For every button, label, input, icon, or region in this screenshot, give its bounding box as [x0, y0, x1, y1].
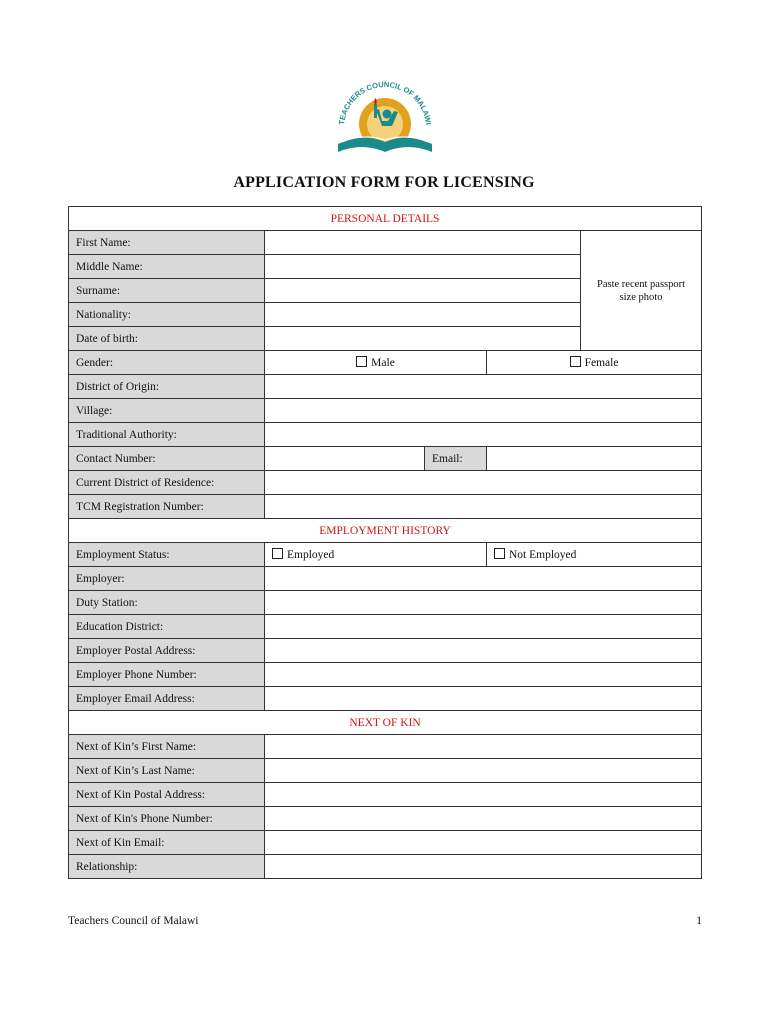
- current-district-field[interactable]: [265, 471, 702, 495]
- label-kin-email: Next of Kin Email:: [69, 831, 265, 855]
- footer-org: Teachers Council of Malawi: [68, 915, 199, 927]
- application-form-table: [68, 206, 702, 879]
- section-title-personal: PERSONAL DETAILS: [69, 207, 702, 231]
- label-employment-status: Employment Status:: [69, 543, 265, 567]
- label-kin-last-name: Next of Kin’s Last Name:: [69, 759, 265, 783]
- section-header-personal: [69, 207, 702, 231]
- label-relationship: Relationship:: [69, 855, 265, 879]
- employer-email-field[interactable]: [265, 687, 702, 711]
- employer-postal-field[interactable]: [265, 639, 702, 663]
- surname-field[interactable]: [265, 279, 581, 303]
- label-gender: Gender:: [69, 351, 265, 375]
- gender-option-male[interactable]: [265, 351, 487, 375]
- row-first-name: [69, 231, 702, 255]
- dob-field[interactable]: [265, 327, 581, 351]
- checkbox-not-employed[interactable]: [494, 548, 505, 559]
- kin-first-name-field[interactable]: [265, 735, 702, 759]
- label-surname: Surname:: [69, 279, 265, 303]
- label-contact-number: Contact Number:: [69, 447, 265, 471]
- section-title-employment: EMPLOYMENT HISTORY: [69, 519, 702, 543]
- male-label: Male: [371, 357, 395, 369]
- label-education-district: Education District:: [69, 615, 265, 639]
- label-first-name: First Name:: [69, 231, 265, 255]
- teachers-council-logo: [330, 78, 440, 160]
- tcm-registration-field[interactable]: [265, 495, 702, 519]
- relationship-field[interactable]: [265, 855, 702, 879]
- label-kin-postal: Next of Kin Postal Address:: [69, 783, 265, 807]
- kin-postal-field[interactable]: [265, 783, 702, 807]
- label-kin-first-name: Next of Kin’s First Name:: [69, 735, 265, 759]
- label-kin-phone: Next of Kin's Phone Number:: [69, 807, 265, 831]
- employer-field[interactable]: [265, 567, 702, 591]
- first-name-field[interactable]: [265, 231, 581, 255]
- label-employer-phone: Employer Phone Number:: [69, 663, 265, 687]
- section-title-kin: NEXT OF KIN: [69, 711, 702, 735]
- svg-text:TEACHERS COUNCIL OF MALAWI: TEACHERS COUNCIL OF MALAWI: [337, 79, 433, 126]
- nationality-field[interactable]: [265, 303, 581, 327]
- page-number: 1: [696, 915, 702, 927]
- status-option-employed[interactable]: [265, 543, 487, 567]
- label-employer-postal: Employer Postal Address:: [69, 639, 265, 663]
- label-nationality: Nationality:: [69, 303, 265, 327]
- contact-number-field-ext[interactable]: [265, 447, 425, 471]
- kin-phone-field[interactable]: [265, 807, 702, 831]
- label-middle-name: Middle Name:: [69, 255, 265, 279]
- email-field[interactable]: [487, 447, 702, 471]
- employer-phone-field[interactable]: [265, 663, 702, 687]
- not-employed-label: Not Employed: [509, 549, 577, 561]
- label-district-origin: District of Origin:: [69, 375, 265, 399]
- checkbox-male[interactable]: [356, 356, 367, 367]
- duty-station-field[interactable]: [265, 591, 702, 615]
- label-email: Email:: [425, 447, 487, 471]
- female-label: Female: [584, 357, 619, 369]
- education-district-field[interactable]: [265, 615, 702, 639]
- checkbox-employed[interactable]: [272, 548, 283, 559]
- label-traditional-authority: Traditional Authority:: [69, 423, 265, 447]
- kin-last-name-field[interactable]: [265, 759, 702, 783]
- label-dob: Date of birth:: [69, 327, 265, 351]
- status-option-not-employed[interactable]: [487, 543, 702, 567]
- label-current-district: Current District of Residence:: [69, 471, 265, 495]
- district-origin-field[interactable]: [265, 375, 702, 399]
- form-title: APPLICATION FORM FOR LICENSING: [233, 174, 535, 191]
- label-village: Village:: [69, 399, 265, 423]
- middle-name-field[interactable]: [265, 255, 581, 279]
- village-field[interactable]: [265, 399, 702, 423]
- checkbox-female[interactable]: [570, 356, 581, 367]
- employed-label: Employed: [287, 549, 335, 561]
- gender-option-female[interactable]: [487, 351, 702, 375]
- label-duty-station: Duty Station:: [69, 591, 265, 615]
- kin-email-field[interactable]: [265, 831, 702, 855]
- label-tcm-registration: TCM Registration Number:: [69, 495, 265, 519]
- traditional-authority-field[interactable]: [265, 423, 702, 447]
- label-employer-email: Employer Email Address:: [69, 687, 265, 711]
- passport-photo-box[interactable]: [581, 231, 702, 351]
- photo-note: Paste recent passport size photo: [597, 278, 686, 303]
- label-employer: Employer:: [69, 567, 265, 591]
